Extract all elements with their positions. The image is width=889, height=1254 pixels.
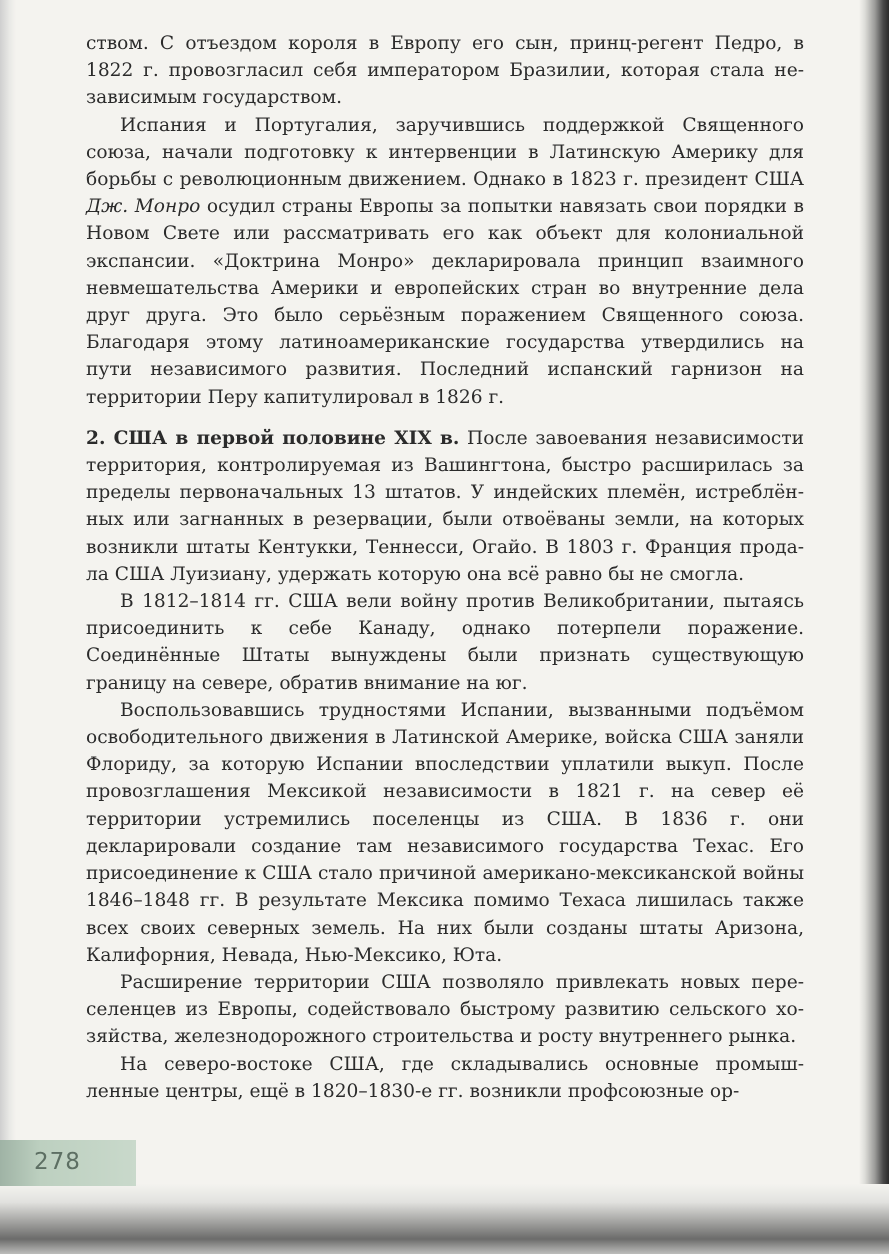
text-run: После завоевания независимости территория, контролируемая из Вашингтона, быстро расширилась за пределы первоначальных 13 штатов. У индейских племён, истреблённых или загнанных в резервации, были отвоёваны земли, на которых возникли штаты Кентукки, Теннесси, Огайо. В 1803 г. Франция продала США Луизиану, удержать которую она всё равно бы не смогла. [86, 427, 804, 585]
section-heading: 2. США в первой половине XIX в. [86, 427, 460, 449]
italic-name: Дж. Монро [86, 196, 201, 218]
paragraph-northeast-unions [86, 1051, 804, 1105]
text-run: На северо-востоке США, где складывались основные промышленные центры, ещё в 1820–1830-е гг. возникли профсоюзные ор- [86, 1053, 804, 1102]
text-run: ством. С отъездом короля в Европу его сын, принц-регент Педро, в 1822 г. провозгласил себя императором Бразилии, которая стала независимым государством. [86, 33, 804, 109]
text-run: Воспользовавшись трудностями Испании, вызванными подъёмом освободительного движения в Латинской Америке, войска США заняли Флориду, за которую Испании впоследствии уплатили выкуп. После провозглашения Мексикой независимости в 1821 г. на север её территории устремились поселенцы из США. В 1836 г. они декларировали создание там независимого государства Техас. Его присоединение к США стало причиной американо-мексиканской войны 1846–1848 гг. В результате Мексика помимо Техаса лишилась также всех своих северных земель. На них были созданы штаты Аризона, Калифорния, Невада, Нью-Мексико, Юта. [86, 699, 804, 966]
scan-binding-shadow [859, 0, 889, 1254]
section-usa-first-half-19th-century [86, 425, 804, 588]
scan-bottom-edge [0, 1184, 889, 1254]
paragraph-holy-alliance [86, 112, 804, 411]
paragraph-territory-expansion [86, 969, 804, 1051]
page-number: 278 [34, 1149, 81, 1175]
paragraph-continuation [86, 30, 804, 112]
paragraph-war-1812 [86, 588, 804, 697]
text-run: Расширение территории США позволяло привлекать новых переселенцев из Европы, содействовало быстрому развитию сельского хозяйства, железнодорожного строительства и росту внутреннего рынка. [86, 971, 804, 1048]
paragraph-florida-texas [86, 697, 804, 969]
text-run: осудил страны Европы за попытки навязать свои порядки в Новом Свете или рассматривать его как объект для колониальной экспансии. «Доктрина Монро» декларировала принцип взаимного невмешательства Америки и европейских стран во внутренние дела друг друга. Это было серьёзным поражением Священного союза. Благодаря этому латиноамериканские государства утвердились на пути независимого развития. Последний испанский гарнизон на территории Перу капитулировал в 1826 г. [86, 196, 805, 408]
body-text [86, 30, 804, 1105]
text-run: Испания и Португалия, заручившись поддержкой Священного союза, начали подготовку к интервенции в Латинскую Америку для борьбы с революционным движением. Однако в 1823 г. президент США [86, 114, 804, 191]
page-number-tab [0, 1140, 136, 1186]
text-run: В 1812–1814 гг. США вели войну против Великобритании, пытаясь присоединить к себе Канаду, однако потерпели поражение. Соединённые Штаты вынуждены были признать существующую границу на севере, обратив внимание на юг. [86, 591, 804, 694]
scan-left-edge [0, 0, 16, 1254]
